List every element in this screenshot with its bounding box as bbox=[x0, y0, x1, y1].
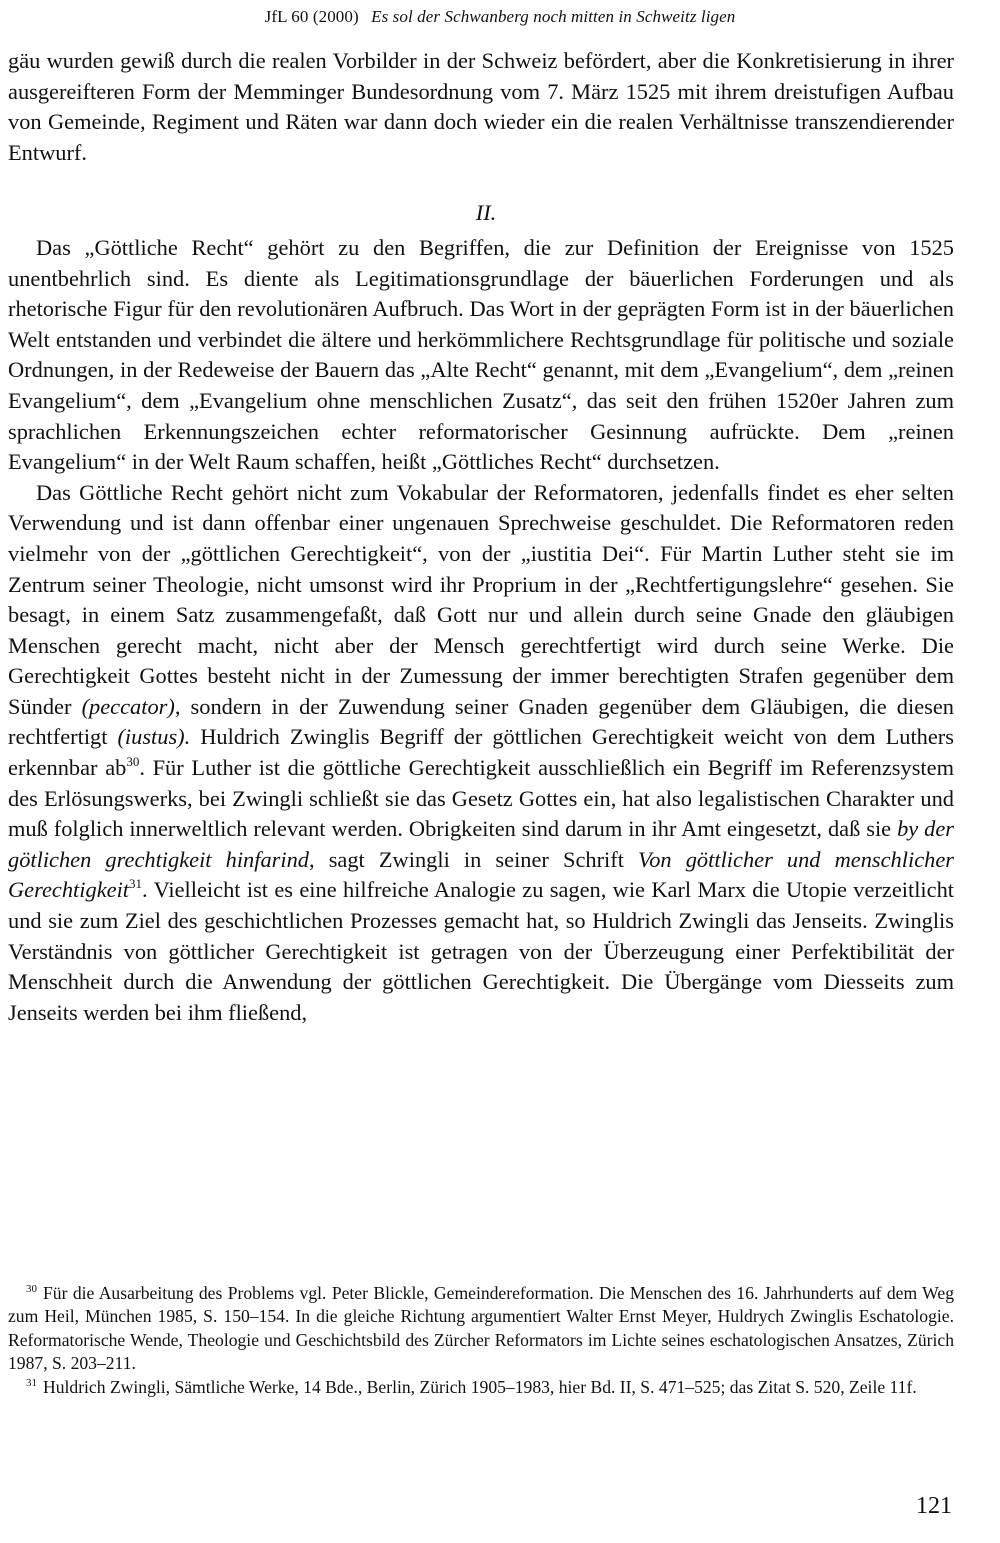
text-run: Das Göttliche Recht gehört nicht zum Vokabular der Reformatoren, jedenfalls findet es eher selten Verwendung und ist dann offenbar einer ungenauen Sprechweise geschuldet. Die Reformatoren reden vielmehr von der „göttlichen Gerechtigkeit“, von der „iustitia Dei“. Für Martin Luther steht sie im Zentrum seiner Theologie, nicht umsonst wird ihr Proprium in der „Rechtfertigungslehre“ gesehen. Sie besagt, in einem Satz zusammengefaßt, daß Gott nur und allein durch seine Gnade den gläubigen Menschen gerecht macht, nicht aber der Mensch gerechtfertigt wird durch seine Werke. Die Gerechtigkeit Gottes besteht nicht in der Zumessung der immer berechtigten Strafen gegenüber dem Sünder bbox=[8, 479, 954, 719]
page-number: 121 bbox=[916, 1493, 952, 1519]
text-run: , sondern in der Zuwendung seiner Gnaden gegenüber dem Gläubigen, die diesen rechtfertigt bbox=[8, 693, 954, 750]
footnote-number: 30 bbox=[26, 1283, 37, 1295]
footnotes bbox=[8, 1282, 954, 1399]
main-text bbox=[8, 46, 954, 1028]
footnote-text: Für die Ausarbeitung des Problems vgl. Peter Blickle, Gemeindereformation. Die Menschen des 16. Jahrhunderts auf dem Weg zum Heil, München 1985, S. 150–154. In die gleiche Richtung argumentiert Walter Ernst Meyer, Huldrych Zwinglis Eschatologie. Reformatorische Wende, Theologie und Geschichtsbild des Zürcher Reformators im Lichte seines eschatologischen Ansatzes, Zürich 1987, S. 203–211. bbox=[8, 1283, 954, 1374]
paragraph-continuation: gäu wurden gewiß durch die realen Vorbilder in der Schweiz befördert, aber die Konkretisierung in ihrer ausgereifteren Form der Memminger Bundesordnung vom 7. März 1525 mit ihrem dreistufigen Aufbau von Gemeinde, Regiment und Räten war dann doch wieder ein die realen Verhältnisse transzendierender Entwurf. bbox=[8, 48, 954, 165]
running-header bbox=[0, 6, 1000, 28]
paragraph-gerechtigkeit bbox=[8, 478, 954, 1029]
footnote-31 bbox=[8, 1376, 954, 1399]
footnote-number: 31 bbox=[26, 1376, 37, 1389]
italic-term-peccator: (peccator) bbox=[81, 693, 175, 719]
text-run: . Vielleicht ist es eine hilfreiche Analogie zu sagen, wie Karl Marx die Utopie verzeitlicht und sie zum Ziel des geschichtlichen Prozesses gemacht hat, so Huldrich Zwingli das Jenseits. Zwinglis Verständnis von göttlicher Gerechtigkeit ist getragen von der Überzeugung einer Perfektibilität der Menschheit durch die Anwendung der göttlichen Gerechtigkeit. Die Übergänge vom Diesseits zum Jenseits werden bei ihm fließend, bbox=[8, 877, 954, 1025]
footnote-30 bbox=[8, 1282, 954, 1376]
text-run: . Für Luther ist die göttliche Gerechtigkeit ausschließlich ein Begriff im Referenzsystem des Erlösungswerks, bei Zwingli schließt sie das Gesetz Gottes ein, hat also legalistischen Charakter und muß folglich innerweltlich relevant werden. Obrigkeiten sind darum in ihr Amt eingesetzt, daß sie bbox=[8, 755, 954, 842]
footnote-ref-30[interactable]: 30 bbox=[126, 754, 140, 770]
journal-reference: JfL 60 (2000) bbox=[264, 7, 359, 26]
article-title: Es sol der Schwanberg noch mitten in Schweitz ligen bbox=[371, 7, 736, 26]
text-run: Huldrich Zwinglis Begriff der göttlichen Gerechtigkeit weicht von dem Luthers erkennbar ab bbox=[8, 724, 954, 781]
footnote-ref-31[interactable]: 31 bbox=[129, 876, 143, 892]
italic-quote: by der götlichen grechtigkeit hinfarind bbox=[8, 816, 954, 872]
paragraph-goettliches-recht: Das „Göttliche Recht“ gehört zu den Begriffen, die zur Definition der Ereignisse von 1525 unentbehrlich sind. Es diente als Legitimationsgrundlage der bäuerlichen Forderungen und als rhetorische Figur für den revolutionären Aufbruch. Das Wort in der geprägten Form ist in der bäuerlichen Welt entstanden und verbindet die ältere und herkömmlichere Rechtsgrundlage für politische und soziale Ordnungen, in der Redeweise der Bauern das „Alte Recht“ genannt, mit dem „Evangelium“, dem „reinen Evangelium“, dem „Evangelium ohne menschlichen Zusatz“, das seit den frühen 1520er Jahren zum sprachlichen Erkennungszeichen echter reformatorischer Gesinnung aufrückte. Dem „reinen Evangelium“ in der Welt Raum schaffen, heißt „Göttliches Recht“ durchsetzen. bbox=[8, 234, 954, 475]
italic-work-title: Von göttlicher und menschlicher Gerechtigkeit bbox=[8, 846, 954, 903]
italic-term-iustus: (iustus). bbox=[117, 724, 191, 750]
footnote-text: Huldrich Zwingli, Sämtliche Werke, 14 Bde., Berlin, Zürich 1905–1983, hier Bd. II, S. 471–525; das Zitat S. 520, Zeile 11f. bbox=[43, 1376, 917, 1397]
text-run: , sagt Zwingli in seiner Schrift bbox=[309, 846, 639, 872]
section-heading: II. bbox=[475, 200, 497, 226]
